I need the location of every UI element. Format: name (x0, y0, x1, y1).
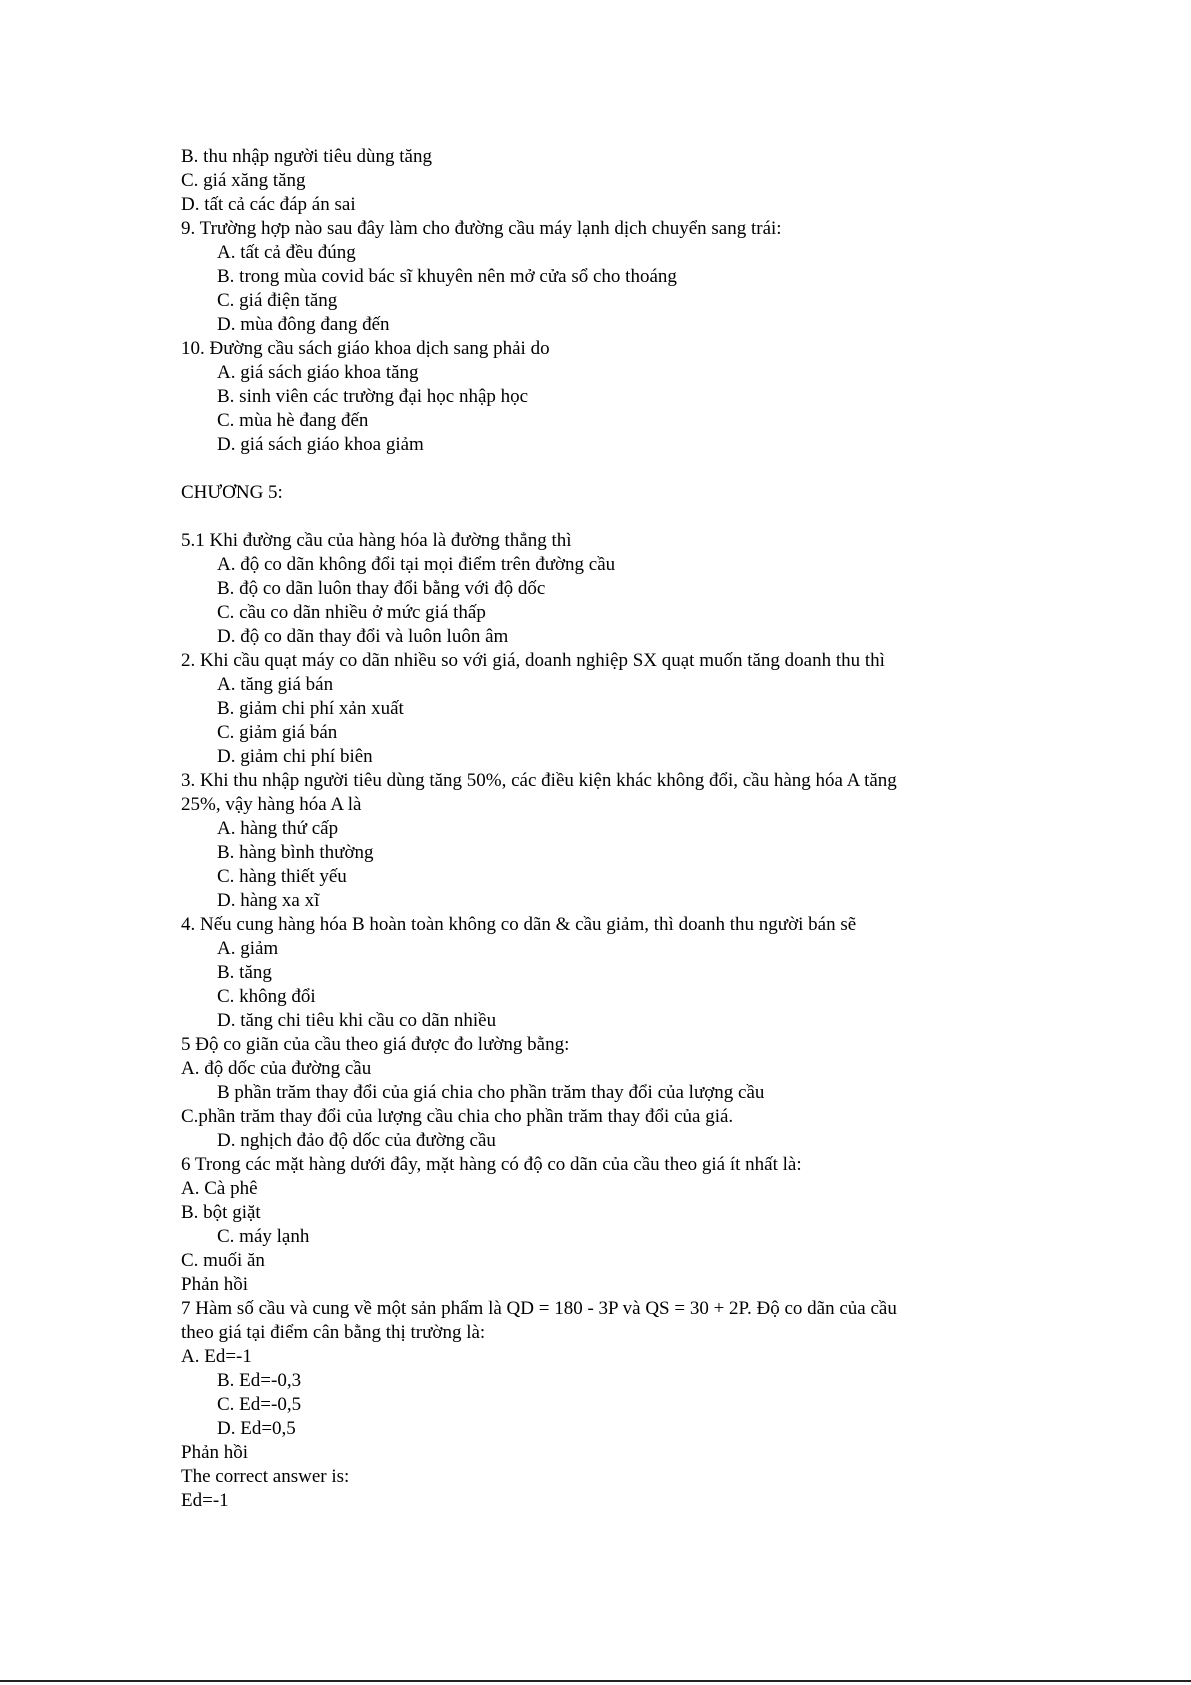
answer-option: C. Ed=-0,5 (217, 1394, 302, 1415)
chapter-heading: CHƯƠNG 5: (181, 482, 283, 503)
answer-option: B. giảm chi phí xản xuất (217, 698, 404, 719)
answer-option: C. hàng thiết yếu (217, 866, 347, 887)
text-line: D. tất cả các đáp án sai (181, 194, 356, 215)
text-line: C. giá xăng tăng (181, 170, 306, 191)
answer-option: A. độ co dãn không đổi tại mọi điểm trên đường cầu (217, 554, 616, 575)
answer-option: D. Ed=0,5 (217, 1418, 296, 1439)
text-line: B. thu nhập người tiêu dùng tăng (181, 146, 432, 167)
question-3-continued: 25%, vậy hàng hóa A là (181, 794, 362, 815)
answer-option: A. giá sách giáo khoa tăng (217, 362, 419, 383)
answer-option: A. tất cả đều đúng (217, 242, 356, 263)
answer-option: B. độ co dãn luôn thay đổi bằng với độ dốc (217, 578, 546, 599)
question-5-1: 5.1 Khi đường cầu của hàng hóa là đường thẳng thì (181, 530, 572, 551)
correct-answer-value: Ed=-1 (181, 1490, 229, 1511)
answer-option: D. tăng chi tiêu khi cầu co dãn nhiều (217, 1010, 497, 1031)
answer-option: B phần trăm thay đổi của giá chia cho phần trăm thay đổi của lượng cầu (217, 1082, 765, 1103)
answer-option: A. độ dốc của đường cầu (181, 1058, 372, 1079)
question-10: 10. Đường cầu sách giáo khoa dịch sang phải do (181, 338, 550, 359)
answer-option: A. hàng thứ cấp (217, 818, 339, 839)
answer-option: D. giảm chi phí biên (217, 746, 373, 767)
page-bottom-rule (0, 1680, 1191, 1682)
question-2: 2. Khi cầu quạt máy co dãn nhiều so với giá, doanh nghiệp SX quạt muốn tăng doanh thu thì (181, 650, 885, 671)
answer-option: A. tăng giá bán (217, 674, 334, 695)
answer-option: A. giảm (217, 938, 279, 959)
answer-option: B. Ed=-0,3 (217, 1370, 302, 1391)
answer-option: B. hàng bình thường (217, 842, 374, 863)
answer-option: D. mùa đông đang đến (217, 314, 390, 335)
answer-option: C. cầu co dãn nhiều ở mức giá thấp (217, 602, 486, 623)
answer-option: C.phần trăm thay đổi của lượng cầu chia cho phần trăm thay đổi của giá. (181, 1106, 734, 1127)
answer-option: C. giảm giá bán (217, 722, 338, 743)
answer-option: D. độ co dãn thay đổi và luôn luôn âm (217, 626, 509, 647)
answer-option: C. máy lạnh (217, 1226, 310, 1247)
answer-option: B. sinh viên các trường đại học nhập học (217, 386, 529, 407)
answer-option: D. nghịch đảo độ dốc của đường cầu (217, 1130, 496, 1151)
question-4: 4. Nếu cung hàng hóa B hoàn toàn không co dãn & cầu giảm, thì doanh thu người bán sẽ (181, 914, 857, 935)
answer-option: C. muối ăn (181, 1250, 265, 1271)
question-7: 7 Hàm số cầu và cung về một sản phẩm là QD = 180 - 3P và QS = 30 + 2P. Độ co dãn của cầu (181, 1298, 897, 1319)
answer-option: B. trong mùa covid bác sĩ khuyên nên mở cửa sổ cho thoáng (217, 266, 677, 287)
answer-option: A. Cà phê (181, 1178, 258, 1199)
question-5: 5 Độ co giãn của cầu theo giá được đo lường bằng: (181, 1034, 570, 1055)
question-3: 3. Khi thu nhập người tiêu dùng tăng 50%, các điều kiện khác không đổi, cầu hàng hóa A tăng (181, 770, 897, 791)
answer-option: C. mùa hè đang đến (217, 410, 369, 431)
question-7-continued: theo giá tại điểm cân bằng thị trường là: (181, 1322, 486, 1343)
question-6: 6 Trong các mặt hàng dưới đây, mặt hàng có độ co dãn của cầu theo giá ít nhất là: (181, 1154, 802, 1175)
answer-option: C. giá điện tăng (217, 290, 338, 311)
correct-answer-label: The correct answer is: (181, 1466, 350, 1487)
answer-option: A. Ed=-1 (181, 1346, 252, 1367)
answer-option: C. không đổi (217, 986, 316, 1007)
answer-option: D. giá sách giáo khoa giảm (217, 434, 424, 455)
question-9: 9. Trường hợp nào sau đây làm cho đường cầu máy lạnh dịch chuyển sang trái: (181, 218, 782, 239)
document-body (181, 145, 1141, 1513)
answer-option: D. hàng xa xĩ (217, 890, 320, 911)
feedback-label: Phản hồi (181, 1442, 249, 1463)
answer-option: B. tăng (217, 962, 272, 983)
feedback-label: Phản hồi (181, 1274, 249, 1295)
answer-option: B. bột giặt (181, 1202, 261, 1223)
